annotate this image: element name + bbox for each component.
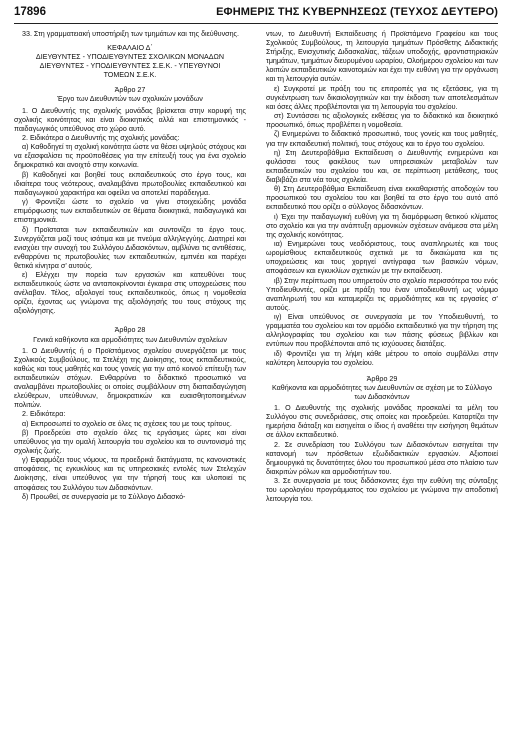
- page-number: 17896: [14, 6, 46, 18]
- article-27-item-d: δ) Προϊσταται των εκπαιδευτικών και συντονίζει το έργο τους. Συνεργάζεται μαζί τους ισότιμα και με πνεύμα αλληλεγγύης. Διατηρεί και ενισχύει την συνοχή του Συλλόγου Διδασκόντων, αμβλύνει τις αντιθέσεις, ενθαρρύνει τις πρωτοβουλίες των εκπαιδευτικών, εμπνέει και παρέχει θετικά κίνητρα σ’ αυτούς.: [14, 225, 246, 270]
- article-27-title: Άρθρο 27: [114, 86, 146, 95]
- article-28-subtitle: Γενικά καθήκοντα και αρμοδιότητες των Διευθυντών σχολείων: [33, 335, 227, 344]
- right-column: [266, 30, 498, 730]
- article-28-item-e: ε) Συγκροτεί με πράξη του τις επιτροπές για τις εξετάσεις, για τη συγκέντρωση των δικαιολογητικών και την έκδοση των αποτελεσμάτων και όσες άλλες προβλέπονται για τη λειτουργία του σχολείου.: [266, 84, 498, 111]
- article-27-item-e: ε) Ελέγχει την πορεία των εργασιών και κατευθύνει τους εκπαιδευτικούς ώστε να ανταποκρίνονται έγκαιρα στις υποχρεώσεις που ανέλαβαν. Τέλος, αξιολογεί τους εκπαιδευτικούς, όπως η νομοθεσία ορίζει, έχοντας ως γνώμονα της αξιολόγησής του τους στόχους της αξιολόγησης.: [14, 271, 246, 316]
- article-28-item-b: β) Προεδρεύει στο σχολείο όλες τις εργάσιμες ώρες και είναι υπεύθυνος για την ομαλή λειτουργία του σχολείου και το συντονισμό της σχολικής ζωής.: [14, 428, 246, 456]
- article-28-item-z: ζ) Ενημερώνει το διδακτικό προσωπικό, τους γονείς και τους μαθητές, για την εκπαιδευτική πολιτική, τους στόχους και το έργο του σχολείου.: [266, 130, 498, 148]
- header-rule: [14, 23, 498, 24]
- article-29-subtitle: Καθήκοντα και αρμοδιότητες των Διευθυντών σε σχέση με το Σύλλογο των Διδασκόντων: [271, 383, 492, 401]
- left-column: [14, 30, 246, 730]
- article-28-item-theta: θ) Στη Δευτεροβάθμια Εκπαίδευση είναι εκκαθαριστής αποδοχών του προσωπικού του σχολείου του και βοηθεί τα στο έργο του αυτό από εκπαιδευτικό που ορίζει ο σύλλογος διδασκόντων.: [266, 185, 498, 212]
- article-29-paragraph-2: 2. Σε συνεδρίαση του Συλλόγου των Διδασκόντων εισηγείται την κατανομή των πρόσθετων εξωδιδακτικών εργασιών. Αξιοποιεί δημιουργικά τις δυνατότητες όλου του προσωπικού μέσα στο πλαίσιο των διακριτών ρόλων και αρμοδιοτήτων του.: [266, 440, 498, 476]
- article-28-item-a: α) Εκπροσωπεί το σχολείο σε όλες τις σχέσεις του με τους τρίτους.: [22, 419, 232, 428]
- article-28-item-ia: ια) Ενημερώνει τους νεοδιόριστους, τους αναπληρωτές και τους ωρομίσθιους εκπαιδευτικούς σχετικά με τα δικαιώματα και τις υποχρεώσεις και τους χορηγεί αντίγραφα των βασικών νόμων, αποφάσεων και εγκυκλίων σχετικών με την εκπαίδευση.: [266, 240, 498, 276]
- article-27-paragraph-2: 2. Ειδικότερα ο Διευθυντής της σχολικής μονάδας:: [22, 133, 180, 142]
- article-28-title: Άρθρο 28: [114, 326, 146, 335]
- article-28-item-ig: ιγ) Είναι υπεύθυνος σε συνεργασία με τον Υποδιευθυντή, το γραμματέα του σχολείου και τον αρμόδιο εκπαιδευτικό για την τήρηση της αλληλογραφίας του σχολείου και των πάσης φύσεως βιβλίων και εντύπων που προβλέπονται από τις ισχύουσες διατάξεις.: [266, 313, 498, 349]
- article-28-item-d: δ) Προωθεί, σε συνεργασία με το Σύλλογο Διδασκό-: [22, 492, 186, 501]
- article-28-item-i: ι) Έχει την παιδαγωγική ευθύνη για τη διαμόρφωση θετικού κλίματος στο σχολείο και για την ανάπτυξη αρμονικών σχέσεων ανάμεσα στα μέλη της σχολικής κοινότητας.: [266, 212, 498, 239]
- chapter-title-line-1: ΔΙΕΥΘΥΝΤΕΣ - ΥΠΟΔΙΕΥΘΥΝΤΕΣ ΣΧΟΛΙΚΩΝ ΜΟΝΑΔΩΝ: [35, 53, 225, 62]
- article-27-paragraph-1: 1. Ο Διευθυντής της σχολικής μονάδας βρίσκεται στην κορυφή της σχολικής κοινότητας και είναι διοικητικός αλλά και επιστημονικός - παιδαγωγικός υπεύθυνος στο χώρο αυτό.: [14, 106, 246, 133]
- article-27-item-b: β) Καθοδηγεί και βοηθεί τους εκπαιδευτικούς στο έργο τους, και ιδιαίτερα τους νεότερους, αναλαμβάνει πρωτοβουλίες εκπαιδευτικού και παιδαγωγικού χαρακτήρα και οφείλει να αποτελεί παράδειγμα.: [14, 170, 246, 197]
- chapter-title-line-3: ΤΟΜΕΩΝ Σ.Ε.Κ.: [103, 71, 157, 80]
- article-28-paragraph-1: 1. Ο Διευθυντής ή ο Προϊστάμενος σχολείου συνεργάζεται με τους Σχολικούς Συμβούλους, τα Στελέχη της Διοίκησης, τους εκπαιδευτικούς, καθώς και τους μαθητές και τους γονείς για την από κοινού επίτευξη των εκπαιδευτικών στόχων. Ενθαρρύνει το διδακτικό προσωπικό να αναλαμβάνει πρωτοβουλίες οι οποίες συμβάλλουν στη διαπαιδαγώγηση ελεύθερων, υπεύθυνων, δημοκρατικών και ευαισθητοποιημένων πολιτών.: [14, 346, 246, 410]
- article-28-paragraph-2: 2. Ειδικότερα:: [22, 410, 66, 419]
- chapter-title-line-2: ΔΙΕΥΘΥΝΤΕΣ - ΥΠΟΔΙΕΥΘΥΝΤΕΣ Σ.Ε.Κ. - ΥΠΕΥΘΥΝΟΙ: [39, 62, 221, 71]
- article-29-paragraph-3: 3. Σε συνεργασία με τους διδάσκοντες έχει την ευθύνη της σύνταξης του ωρολογίου προγράμματος του σχολείου με γνώμονα την αποδοτική λειτουργία του.: [266, 477, 498, 504]
- chapter-heading: [14, 44, 246, 80]
- article-27-item-a: α) Καθοδηγεί τη σχολική κοινότητα ώστε να θέσει υψηλούς στόχους και να εξασφαλίσει τις προϋποθέσεις για την επίτευξή τους για ένα σχολείο δημοκρατικό και ανοιχτό στην κοινωνία.: [14, 143, 246, 170]
- article-28-item-st: στ) Συντάσσει τις αξιολογικές εκθέσεις για το διδακτικό και διοικητικό προσωπικό, όπως προβλέπει η νομοθεσία.: [266, 112, 498, 130]
- article-28-item-c: γ) Εφαρμόζει τους νόμους, τα προεδρικά διατάγματα, τις κανονιστικές αποφάσεις, τις εγκυκλίους και τις υπηρεσιακές εντολές των Στελεχών Διοίκησης, είναι υπεύθυνος για την τήρησή τους και υλοποιεί τις αποφάσεις του Συλλόγου των Διδασκόντων.: [14, 456, 246, 492]
- article-29-title: Άρθρο 29: [366, 374, 398, 383]
- article-28-item-d-continued: ντων, το Διευθυντή Εκπαίδευσης ή Προϊστάμενο Γραφείου και τους Σχολικούς Συμβούλους, τη λειτουργία τμημάτων Πρόσθετης Διδακτικής Στήριξης, Ενισχυτικής Διδασκαλίας, τάξεων υποδοχής, φροντιστηριακών τμημάτων, τμημάτων διευρυμένου ωραρίου, Ολοήμερου σχολείου και των λοιπών εκπαιδευτικών καινοτομιών και έχει την ευθύνη για την οργάνωση και τη λειτουργία αυτών.: [266, 30, 498, 84]
- paragraph-33: 33. Στη γραμματειακή υποστήριξη των τμημάτων και της διεύθυνσης.: [22, 30, 239, 38]
- chapter-number: ΚΕΦΑΛΑΙΟ Δ΄: [107, 44, 153, 53]
- article-28-item-ib: ιβ) Στην περίπτωση που υπηρετούν στο σχολείο περισσότερα του ενός Υποδιευθυντές, ορίζει με πράξη του έναν υποδιευθυντή ως νόμιμο αναπληρωτή του και καταμερίζει τις αρμοδιότητες και τις εργασίες σ’ αυτούς.: [266, 276, 498, 312]
- page-header: [14, 6, 498, 23]
- article-29-paragraph-1: 1. Ο Διευθυντής της σχολικής μονάδας προσκαλεί τα μέλη του Συλλόγου στις συνεδριάσεις, στις οποίες και προεδρεύει. Καταρτίζει την ημερήσια διάταξη και εισηγείται ο ίδιος ή αναθέτει την εισήγηση θεμάτων σε άλλον εκπαιδευτικό.: [266, 404, 498, 440]
- article-27-item-c: γ) Φροντίζει ώστε το σχολείο να γίνει στοιχειώδης μονάδα επιμόρφωσης των εκπαιδευτικών σε θέματα διοικητικά, παιδαγωγικά και επιστημονικά.: [14, 198, 246, 225]
- article-27-subtitle: Έργο των Διευθυντών των σχολικών μονάδων: [57, 95, 203, 104]
- article-28-item-id: ιδ) Φροντίζει για τη λήψη κάθε μέτρου το οποίο συμβάλλει στην καλύτερη λειτουργία του σχολείου.: [266, 349, 498, 367]
- gazette-title: ΕΦΗΜΕΡΙΣ ΤΗΣ ΚΥΒΕΡΝΗΣΕΩΣ (ΤΕΥΧΟΣ ΔΕΥΤΕΡΟ): [216, 6, 498, 18]
- article-28-item-eta: η) Στη Δευτεροβάθμια Εκπαίδευση ο Διευθυντής ενημερώνει και φυλάσσει τους φακέλους των υπηρεσιακών μεταβολών των εκπαιδευτικών του σχολείου του και, σε περίπτωση μετάθεσης, τους διαβιβάζει στα νέα τους σχολεία.: [266, 148, 498, 184]
